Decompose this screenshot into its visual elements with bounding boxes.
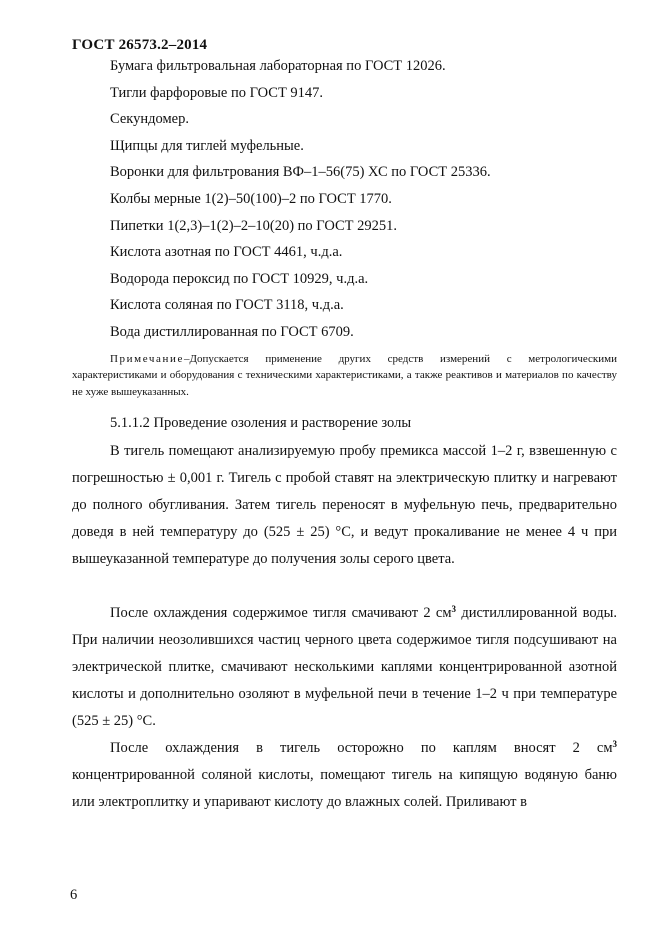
note-label: Примечание <box>110 353 184 365</box>
equipment-item: Секундомер. <box>110 111 189 127</box>
equipment-item: Щипцы для тиглей муфельные. <box>110 138 304 154</box>
paragraph-text: После охлаждения содержимое тигля смачивают 2 см <box>110 605 452 621</box>
equipment-item: Бумага фильтровальная лабораторная по ГОСТ 12026. <box>110 58 446 74</box>
paragraph <box>72 735 617 816</box>
superscript: 3 <box>612 739 617 749</box>
equipment-item: Воронки для фильтрования ВФ–1–56(75) ХС по ГОСТ 25336. <box>110 164 491 180</box>
document-header: ГОСТ 26573.2–2014 <box>72 37 208 53</box>
paragraph: В тигель помещают анализируемую пробу премикса массой 1–2 г, взвешенную с погрешностью ± 0,001 г. Тигель с пробой ставят на электрическую плитку и нагревают до полного обугливания. Затем тигель переносят в муфельную печь, предварительно доведя в ней температуру до (525 ± 25) °С, и ведут прокаливание не менее 4 ч при вышеуказанной температуре до получения золы серого цвета. <box>72 443 617 567</box>
paragraph-text: дистиллированной воды. При наличии неозолившихся частиц черного цвета содержимое тигля подсушивают на электрической плитке, смачивают несколькими каплями концентрированной азотной кислоты и дополнительно озоляют в муфельной печи в течение 1–2 ч при температуре (525 ± 25) °С. <box>72 605 617 729</box>
equipment-item: Водорода пероксид по ГОСТ 10929, ч.д.а. <box>110 271 369 287</box>
paragraph-text: концентрированной соляной кислоты, помещают тигель на кипящую водяную баню или электроплитку и упаривают кислоту до влажных солей. Приливают в <box>72 767 617 810</box>
page-number: 6 <box>70 887 78 903</box>
equipment-item: Кислота азотная по ГОСТ 4461, ч.д.а. <box>110 244 343 260</box>
section-heading: 5.1.1.2 Проведение озоления и растворение золы <box>110 415 412 431</box>
equipment-item: Кислота соляная по ГОСТ 3118, ч.д.а. <box>110 297 344 313</box>
note-text: –Допускается применение других средств измерений с метрологическими характеристиками и оборудования с техническими характеристиками, а также реактивов и материалов по качеству не хуже вышеуказанных. <box>72 353 617 398</box>
equipment-item: Вода дистиллированная по ГОСТ 6709. <box>110 324 354 340</box>
paragraph-text: После охлаждения в тигель осторожно по каплям вносят 2 см <box>110 740 613 756</box>
equipment-item: Тигли фарфоровые по ГОСТ 9147. <box>110 85 324 101</box>
note-block <box>72 351 617 400</box>
equipment-item: Колбы мерные 1(2)–50(100)–2 по ГОСТ 1770. <box>110 191 392 207</box>
superscript: 3 <box>451 604 457 614</box>
equipment-item: Пипетки 1(2,3)–1(2)–2–10(20) по ГОСТ 29251. <box>110 218 397 234</box>
paragraph <box>72 600 617 735</box>
